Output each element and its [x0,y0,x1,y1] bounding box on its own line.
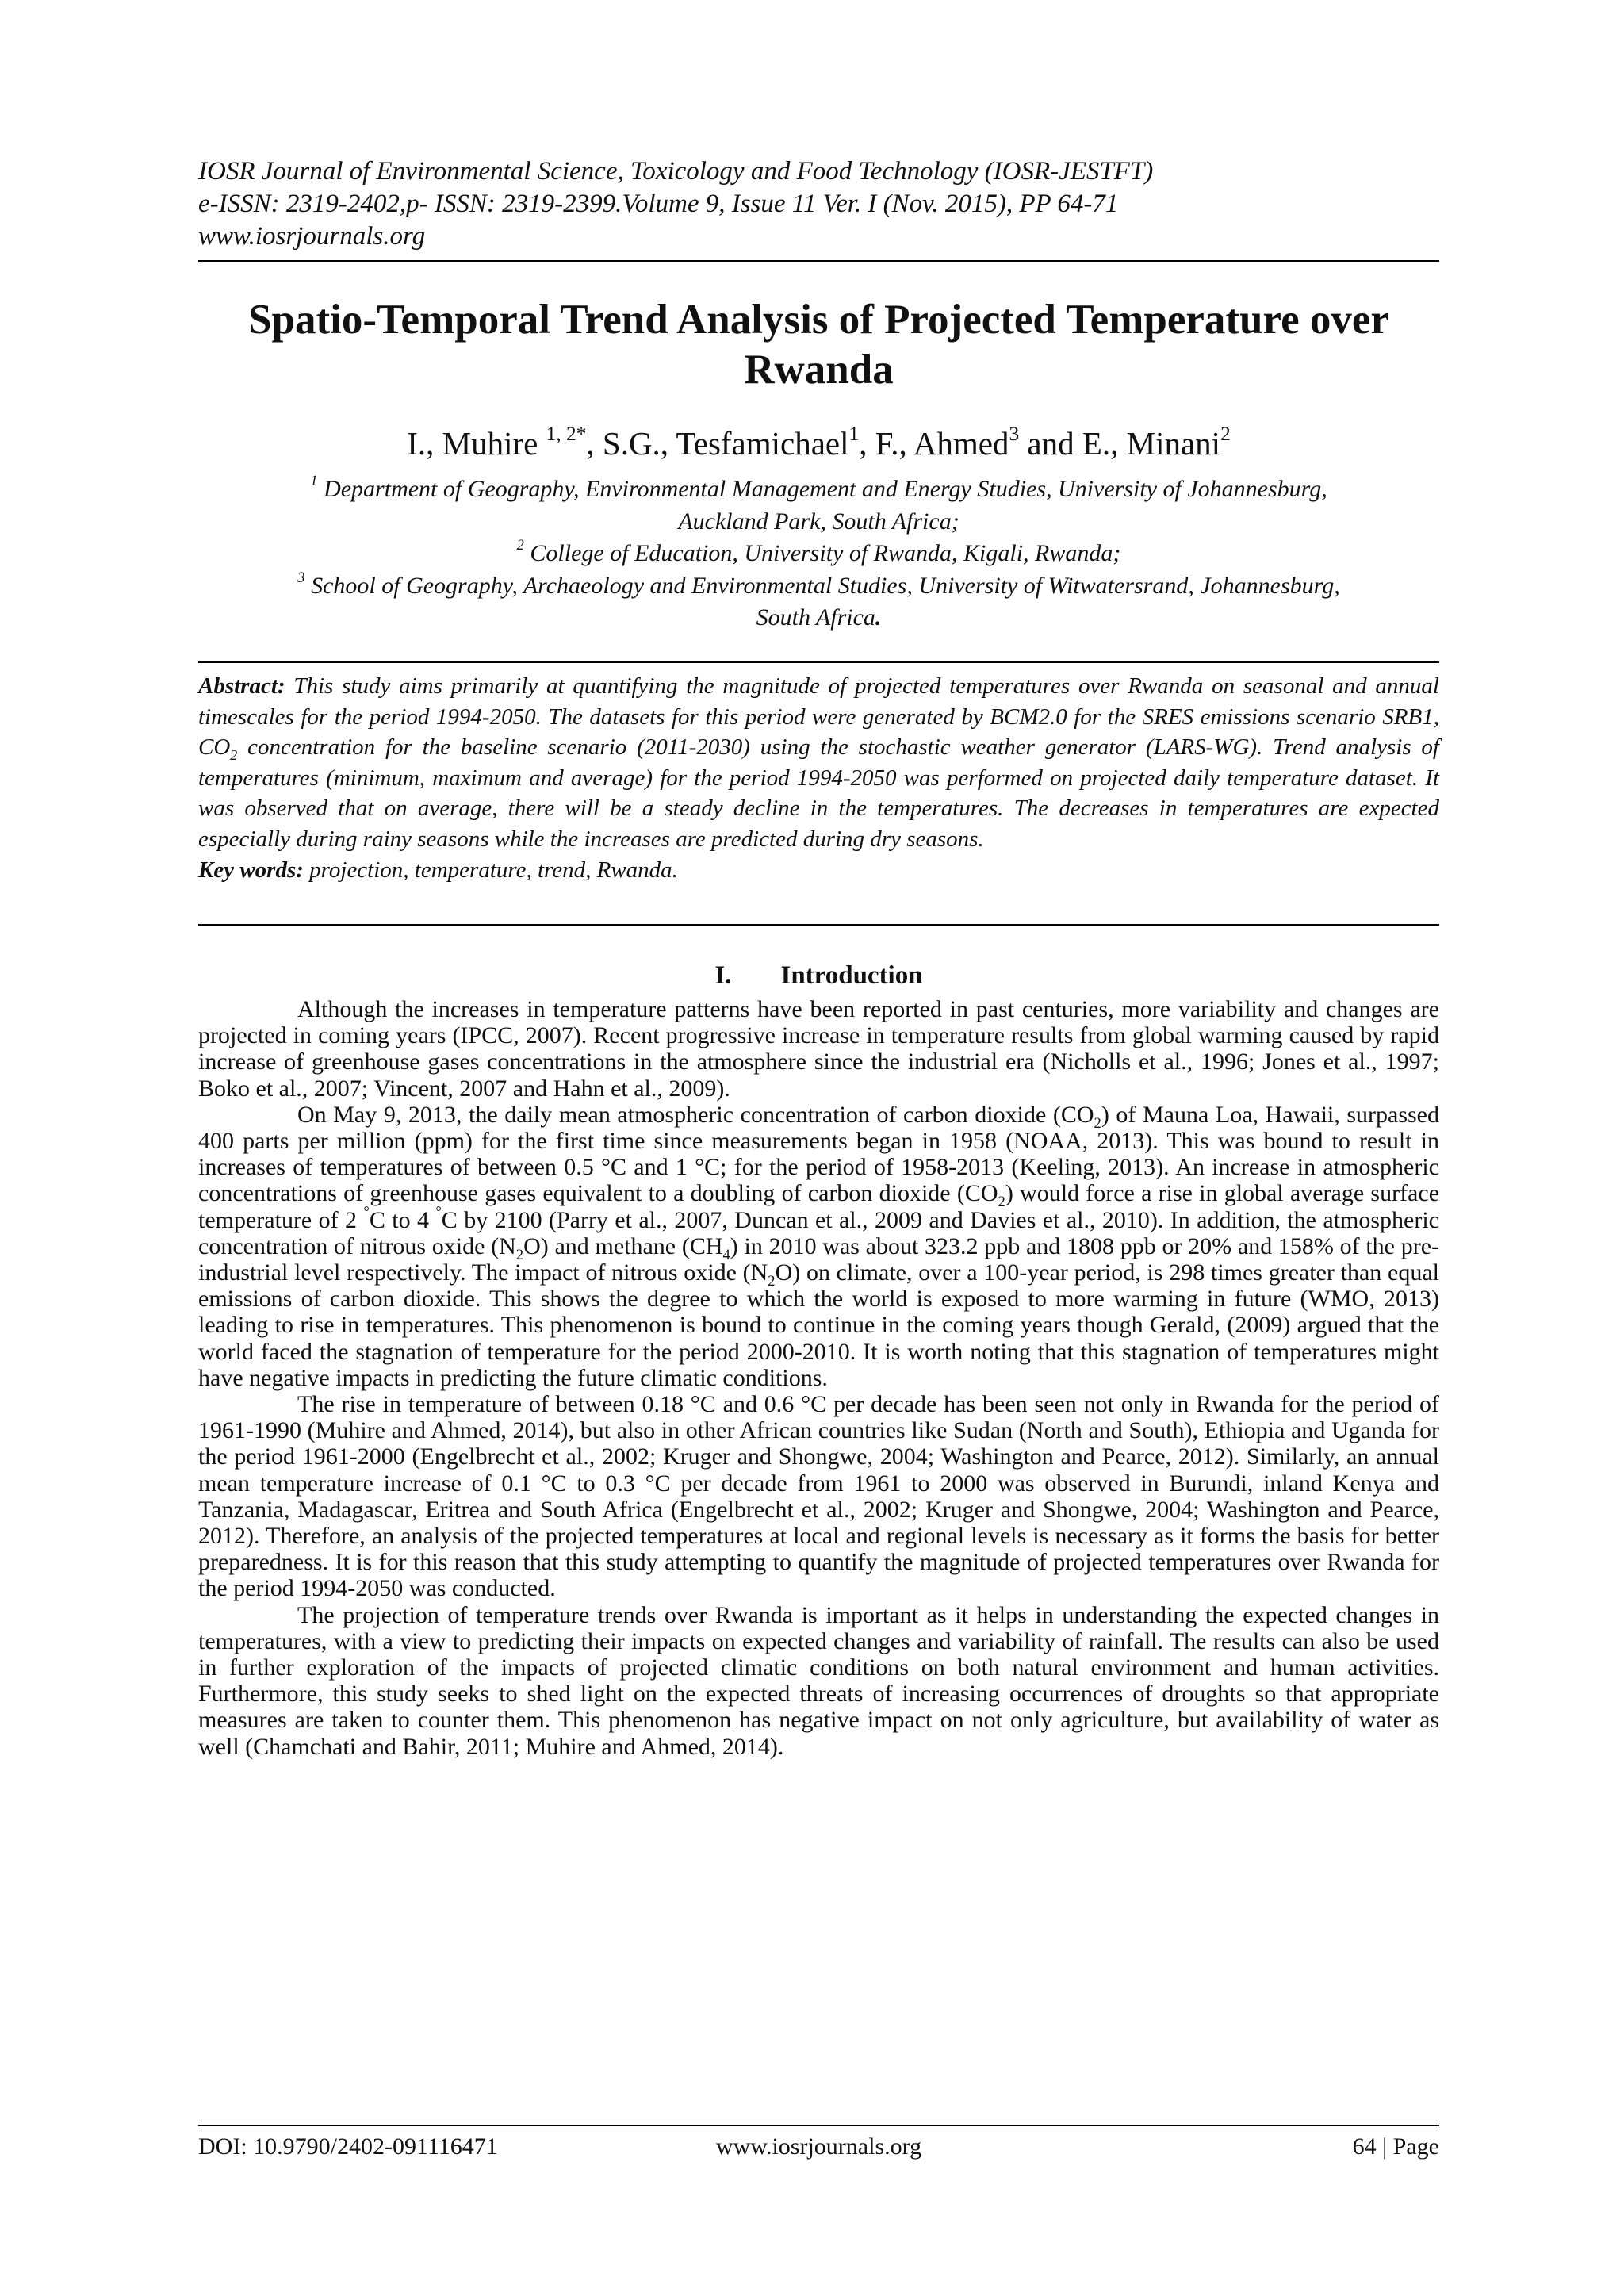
abstract-text: This study aims primarily at quantifying the magnitude of projected temperatures over Rwanda on seasonal and annual timescales for the period 1994-2050. The datasets for this period were generated by BCM2.0 for the SRES emissions scenario SRB1, CO [198,673,1439,761]
text-run: ) in 2010 was about 323.2 ppb and 1808 ppb or 20% and 158% of the pre-industrial level respectively. The impact of nitrous oxide (N [198,1232,1439,1286]
keywords-label: Key words: [198,857,304,883]
author-affil-marker: 1 [848,422,860,445]
affiliation-marker: 1 [310,473,318,490]
footer-rule [198,2125,1439,2126]
superscript: ° [363,1203,370,1221]
journal-header [198,155,1439,253]
paragraph: The rise in temperature of between 0.18 °C and 0.6 °C per decade has been seen not only in Rwanda for the period of 1961-1990 (Muhire and Ahmed, 2014), but also in other African countries like Sudan (North and South), Ethiopia and Uganda for the period 1961-2000 (Engelbrecht et al., 2002; Kruger and Shongwe, 2004; Washington and Pearce, 2012). Similarly, an annual mean temperature increase of 0.1 °C to 0.3 °C per decade from 1961 to 2000 was observed in Burundi, inland Kenya and Tanzania, Madagascar, Eritrea and South Africa (Engelbrecht et al., 2002; Kruger and Shongwe, 2004; Washington and Pearce, 2012). Therefore, an analysis of the projected temperatures at local and regional levels is necessary as it forms the basis for better preparedness. It is for this reason that this study attempting to quantify the magnitude of projected temperatures over Rwanda for the period 1994-2050 was conducted. [198,1391,1439,1602]
section-number: I. [714,961,732,990]
author-name: I., Muhire [407,425,546,462]
paragraph [198,1102,1439,1391]
section-heading [198,960,1439,991]
abstract-text: concentration for the baseline scenario (2011-2030) using the stochastic weather generator (LARS-WG). Trend analysis of temperatures (minimum, maximum and average) for the period 1994-2050 was performed on projected daily temperature dataset. It was observed that on average, there will be a steady decline in the temperatures. The decreases in temperatures are expected especially during rainy seasons while the increases are predicted during dry seasons. [198,734,1439,852]
author-affil-marker: 1, 2* [546,422,587,445]
subscript: 2 [768,1273,776,1290]
subscript: 4 [722,1246,730,1263]
abstract-bottom-rule [198,924,1439,926]
keywords: projection, temperature, trend, Rwanda. [303,857,678,883]
journal-issn: e-ISSN: 2319-2402,p- ISSN: 2319-2399.Volume 9, Issue 11 Ver. I (Nov. 2015), PP 64-71 [198,190,1119,218]
journal-name: IOSR Journal of Environmental Science, Toxicology and Food Technology (IOSR-JESTFT) [198,157,1154,186]
journal-website: www.iosrjournals.org [198,222,426,251]
header-rule [198,260,1439,262]
abstract-top-rule [198,661,1439,663]
footer-website: www.iosrjournals.org [715,2133,922,2160]
abstract [198,671,1439,885]
affiliation-3-cont [198,602,1439,634]
paper-title [198,295,1439,395]
text-run: C by 2100 (Parry et al., 2007, Duncan et al., 2009 and Davies et al., 2010). In addition, the atmospheric concentration of nitrous oxide (N [198,1206,1439,1259]
abstract-label: Abstract: [198,673,285,699]
author-name: and E., Minani [1019,425,1221,462]
subscript: 2 [515,1246,524,1263]
affiliation-3 [198,570,1439,603]
affiliation-1-cont: Auckland Park, South Africa; [678,508,959,535]
author-affil-marker: 2 [1220,422,1231,445]
author-list [198,424,1439,462]
text-run: O) on climate, over a 100-year period, is 298 times greater than equal emissions of carbon dioxide. This shows the degree to which the world is exposed to more warming in future (WMO, 2013) leading to rise in temperatures. This phenomenon is bound to continue in the coming years though Gerald, (2009) argued that the world faced the stagnation of temperature for the period 2000-2010. It is worth noting that this stagnation of temperatures might have negative impacts in predicting the future climatic conditions. [198,1259,1439,1391]
affiliation-text: South Africa [756,604,875,631]
superscript: ° [435,1203,442,1221]
doi: DOI: 10.9790/2402-091116471 [198,2133,498,2160]
paper-page [198,0,1439,2296]
paragraph: Although the increases in temperature patterns have been reported in past centuries, more variability and changes are projected in coming years (IPCC, 2007). Recent progressive increase in temperature results from global warming caused by rapid increase of greenhouse gases concentrations in the atmosphere since the industrial era (Nicholls et al., 1996; Jones et al., 1997; Boko et al., 2007; Vincent, 2007 and Hahn et al., 2009). [198,996,1439,1102]
affiliation-marker: 2 [516,537,524,554]
title-line-1: Spatio-Temporal Trend Analysis of Projected Temperature over [248,297,1389,343]
subscript: 2 [998,1194,1005,1211]
text-run: On May 9, 2013, the daily mean atmospheric concentration of carbon dioxide (CO [297,1101,1094,1128]
page-number: 64 | Page [1352,2133,1439,2160]
text-run: ) would force a rise in global average surface temperature of 2 [198,1180,1440,1233]
text-run: O) and methane (CH [523,1232,723,1259]
subscript: 2 [1094,1114,1101,1132]
affiliation-1 [198,473,1439,506]
section-title: Introduction [780,961,923,990]
author-affil-marker: 3 [1009,422,1020,445]
affiliation-end-mark: . [875,604,882,631]
affiliations [198,473,1439,634]
affiliation-text: School of Geography, Archaeology and Environmental Studies, University of Witwatersrand, Johannesburg, [311,572,1340,599]
body-text [198,996,1439,1760]
page-footer [198,2133,1439,2165]
affiliation-2 [198,538,1439,570]
affiliation-marker: 3 [297,569,305,586]
subscript: 2 [230,746,238,763]
affiliation-text: College of Education, University of Rwanda, Kigali, Rwanda; [530,540,1121,566]
paragraph: The projection of temperature trends over Rwanda is important as it helps in understanding the expected changes in temperatures, with a view to predicting their impacts on expected changes and variability of rainfall. The results can also be used in further exploration of the impacts of projected climatic conditions on both natural environment and human activities. Furthermore, this study seeks to shed light on the expected threats of increasing occurrences of droughts so that appropriate measures are taken to counter them. This phenomenon has negative impact on not only agriculture, but availability of water as well (Chamchati and Bahir, 2011; Muhire and Ahmed, 2014). [198,1601,1439,1760]
text-run: ) of Mauna Loa, Hawaii, surpassed 400 parts per million (ppm) for the first time since measurements began in 1958 (NOAA, 2013). This was bound to result in increases of temperatures of between 0.5 °C and 1 °C; for the period of 1958-2013 (Keeling, 2013). An increase in atmospheric concentrations of greenhouse gases equivalent to a doubling of carbon dioxide (CO [198,1101,1439,1207]
author-name: , S.G., Tesfamichael [586,425,849,462]
author-name: , F., Ahmed [859,425,1009,462]
text-run: C to 4 [369,1206,436,1233]
affiliation-text: Department of Geography, Environmental Management and Energy Studies, University of Johannesburg, [324,476,1327,502]
title-line-2: Rwanda [744,347,894,393]
